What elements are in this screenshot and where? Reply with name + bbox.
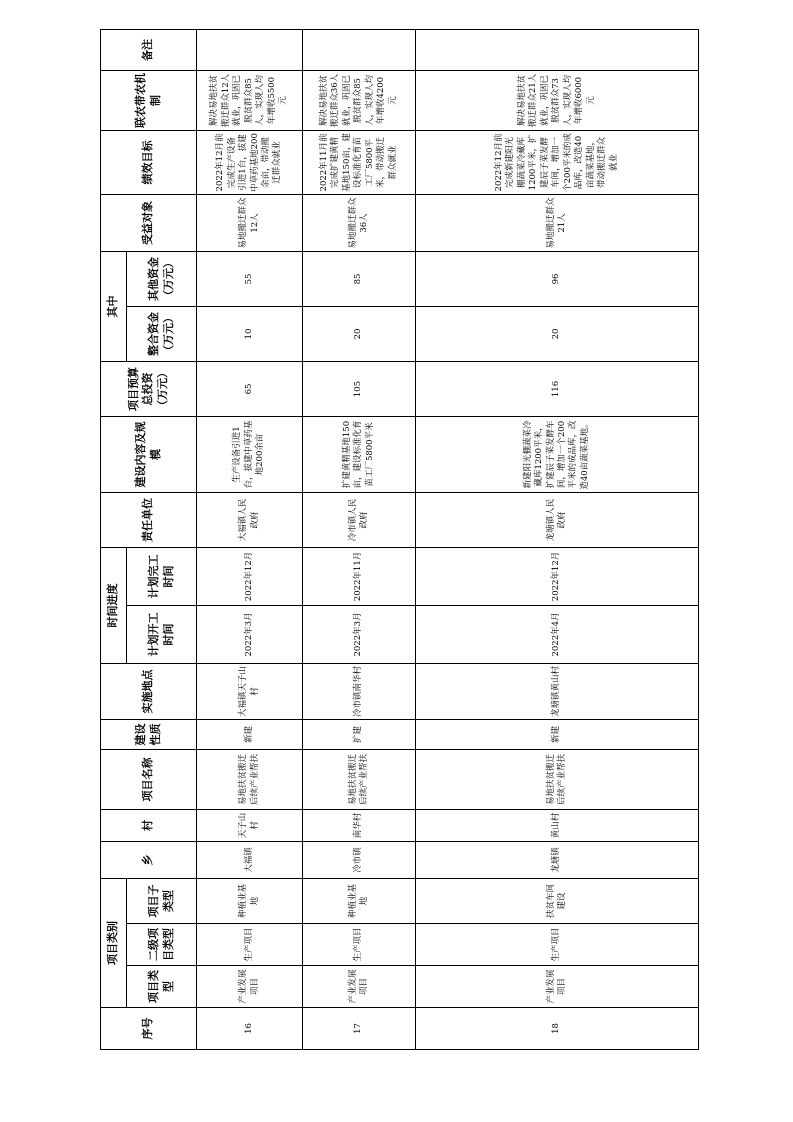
cell-responsible: 冷市镇人民政府 — [303, 492, 416, 547]
cell-start-time: 2022年3月 — [197, 605, 303, 663]
header-seq: 序号 — [101, 1008, 197, 1050]
header-category-group: 项目类别 — [101, 878, 127, 1007]
cell-seq: 17 — [303, 1008, 416, 1050]
cell-township: 大福镇 — [197, 841, 303, 878]
header-location: 实施地点 — [101, 663, 197, 719]
cell-end-time: 2022年11月 — [303, 547, 416, 605]
cell-village: 天子山村 — [197, 809, 303, 841]
cell-other-funds: 55 — [197, 251, 303, 306]
cell-beneficiary: 易地搬迁群众36人 — [303, 194, 416, 251]
cell-remark — [303, 29, 416, 70]
table-row — [416, 29, 699, 1049]
cell-remark — [416, 29, 699, 70]
cell-seq: 16 — [197, 1008, 303, 1050]
cell-secondary-type: 生产项目 — [416, 924, 699, 966]
cell-end-time: 2022年12月 — [197, 547, 303, 605]
cell-build-nature: 扩建 — [303, 719, 416, 749]
cell-target: 2022年11月前完成扩建黄精基地150亩，建设标准化育苗工厂5800平米，带动搬迁群众就业 — [303, 130, 416, 194]
cell-content: 生产设备引进1台，拔建中草药基地200余亩 — [197, 416, 303, 492]
cell-secondary-type: 生产项目 — [197, 924, 303, 966]
table-row — [303, 29, 416, 1049]
cell-mechanism: 解决易地扶贫搬迁群众36人就业，巩固已脱贫群众85人，实现人均年增收4200元 — [303, 70, 416, 130]
cell-build-nature: 新建 — [197, 719, 303, 749]
cell-other-funds: 85 — [303, 251, 416, 306]
cell-sub-type: 种植业基地 — [303, 878, 416, 923]
cell-beneficiary: 易地搬迁群众21人 — [416, 194, 699, 251]
rotated-page — [100, 38, 698, 1050]
header-responsible: 责任单位 — [101, 492, 197, 547]
header-target: 绩效目标 — [101, 130, 197, 194]
cell-target: 2022年12月前完成新建阳光棚蔬菜冷藏库1200平米，扩建辰子菜发酵车间，增加一个200平米的成品库，改造40亩蔬菜基地，带动搬迁群众就业 — [416, 130, 699, 194]
cell-location: 龙塘镇黄山村 — [416, 663, 699, 719]
cell-responsible: 大福镇人民政府 — [197, 492, 303, 547]
cell-integrated-funds: 20 — [416, 306, 699, 361]
cell-secondary-type: 生产项目 — [303, 924, 416, 966]
header-end-time: 计划完工时间 — [127, 547, 197, 605]
header-budget: 项目预算总投资（万元） — [101, 361, 197, 416]
header-start-time: 计划开工时间 — [127, 605, 197, 663]
cell-budget: 65 — [197, 361, 303, 416]
cell-location: 冷市镇南华村 — [303, 663, 416, 719]
header-of-which: 其中 — [101, 251, 127, 361]
cell-project-type: 产业发展项目 — [416, 966, 699, 1008]
header-other-funds: 其他资金（万元） — [127, 251, 197, 306]
cell-township: 龙塘镇 — [416, 841, 699, 878]
cell-mechanism: 解决易地扶贫搬迁群众12人就业，巩固已脱贫群众85人，实现人均年增收5500元 — [197, 70, 303, 130]
table-row — [197, 29, 303, 1049]
header-row-1 — [101, 29, 127, 1049]
cell-project-type: 产业发展项目 — [197, 966, 303, 1008]
header-content: 建设内容及规模 — [101, 416, 197, 492]
cell-village: 黄山村 — [416, 809, 699, 841]
cell-content: 新建阳光棚蔬菜冷藏库1200平米，扩建辰子菜发酵车间，增加一个200平米的成品库，改造40亩蔬菜基地。 — [416, 416, 699, 492]
header-remark: 备注 — [101, 29, 197, 70]
cell-project-type: 产业发展项目 — [303, 966, 416, 1008]
cell-integrated-funds: 20 — [303, 306, 416, 361]
cell-sub-type: 种植业基地 — [197, 878, 303, 923]
cell-build-nature: 新建 — [416, 719, 699, 749]
header-project-type: 项目类型 — [127, 966, 197, 1008]
header-project-name: 项目名称 — [101, 749, 197, 809]
header-mechanism: 联农带农机制 — [101, 70, 197, 130]
cell-beneficiary: 易地搬迁群众12人 — [197, 194, 303, 251]
header-village: 村 — [101, 809, 197, 841]
cell-village: 南华村 — [303, 809, 416, 841]
cell-location: 大福镇天子山村 — [197, 663, 303, 719]
cell-start-time: 2022年3月 — [303, 605, 416, 663]
cell-seq: 18 — [416, 1008, 699, 1050]
cell-township: 冷市镇 — [303, 841, 416, 878]
project-table — [100, 29, 699, 1050]
header-schedule-group: 时间进度 — [101, 547, 127, 663]
header-build-nature: 建设性质 — [101, 719, 197, 749]
cell-responsible: 龙塘镇人民政府 — [416, 492, 699, 547]
header-sub-type: 项目子类型 — [127, 878, 197, 923]
cell-content: 扩建黄精基地150亩，建设标准化育苗工厂5800平米 — [303, 416, 416, 492]
cell-project-name: 易地扶贫搬迁后续产业帮扶 — [303, 749, 416, 809]
cell-target: 2022年12月前完成生产设备引进1台，拔建中草药基地200余亩，带动搬迁群众就业 — [197, 130, 303, 194]
cell-end-time: 2022年12月 — [416, 547, 699, 605]
cell-start-time: 2022年4月 — [416, 605, 699, 663]
header-integrated-funds: 整合资金（万元） — [127, 306, 197, 361]
cell-project-name: 易地扶贫搬迁后续产业帮扶 — [197, 749, 303, 809]
cell-budget: 116 — [416, 361, 699, 416]
cell-project-name: 易地扶贫搬迁后续产业帮扶 — [416, 749, 699, 809]
cell-remark — [197, 29, 303, 70]
cell-integrated-funds: 10 — [197, 306, 303, 361]
cell-sub-type: 扶贫车间建设 — [416, 878, 699, 923]
cell-other-funds: 96 — [416, 251, 699, 306]
cell-mechanism: 解决易地扶贫搬迁群众21人就业，巩固已脱贫群众73人，实现人均年增收6000元 — [416, 70, 699, 130]
header-township: 乡 — [101, 841, 197, 878]
cell-budget: 105 — [303, 361, 416, 416]
header-secondary-type: 二级项目类型 — [127, 924, 197, 966]
header-beneficiary: 受益对象 — [101, 194, 197, 251]
